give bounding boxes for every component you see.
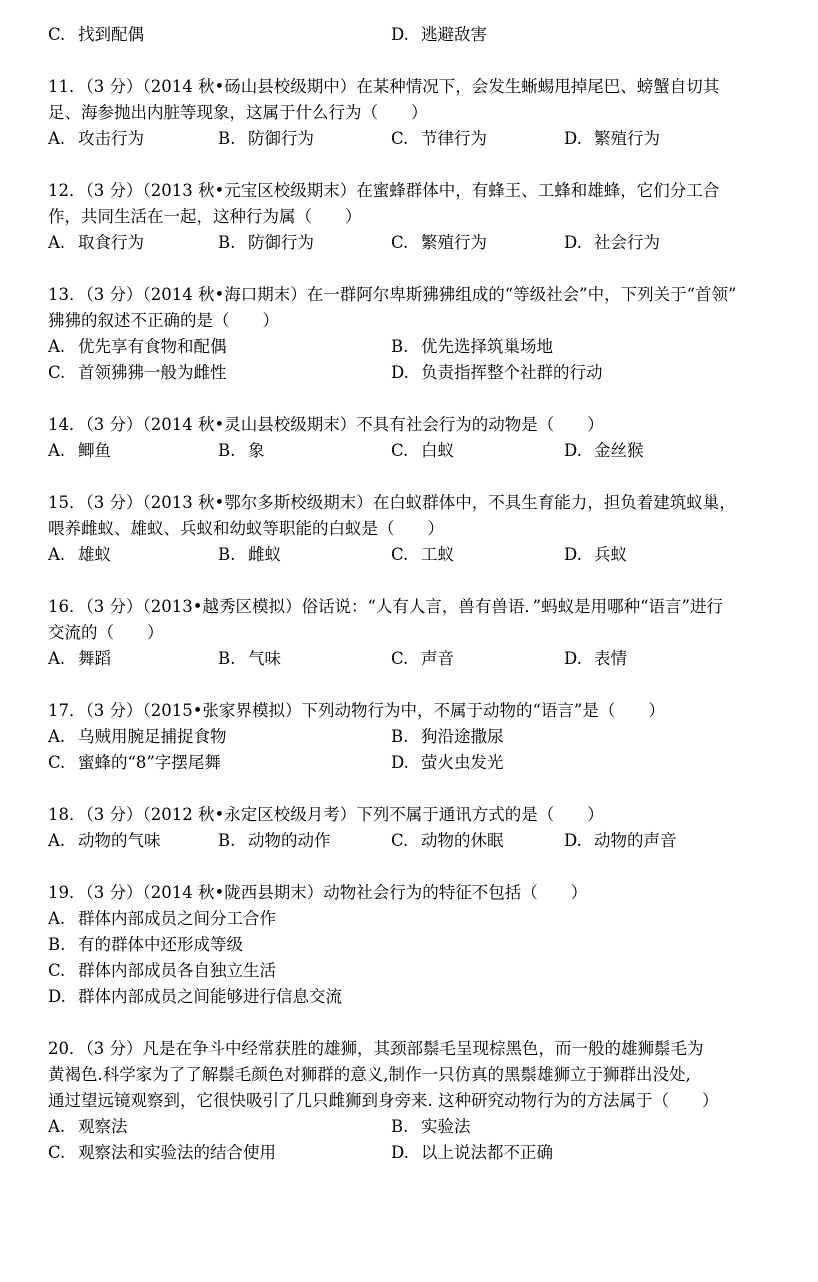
option-a bbox=[48, 126, 144, 152]
option-label: C. bbox=[391, 129, 409, 148]
option-label: B. bbox=[391, 1117, 409, 1136]
option-label: A. bbox=[48, 441, 66, 460]
options-row bbox=[48, 230, 768, 256]
question-stem-line: 狒狒的叙述不正确的是（ ） bbox=[48, 311, 279, 330]
option-b bbox=[391, 1114, 471, 1140]
option-label: C. bbox=[48, 363, 66, 382]
option-a bbox=[48, 230, 144, 256]
options-row bbox=[48, 906, 768, 932]
option-text: 动物的声音 bbox=[594, 831, 677, 850]
option-label: C. bbox=[48, 1143, 66, 1162]
options-row bbox=[48, 958, 768, 984]
option-text: 象 bbox=[248, 441, 265, 460]
option-label: D. bbox=[564, 129, 582, 148]
option-c bbox=[391, 542, 454, 568]
option-text: 繁殖行为 bbox=[421, 233, 487, 252]
option-label: D. bbox=[564, 831, 582, 850]
option-b bbox=[48, 932, 243, 958]
question-block bbox=[48, 698, 768, 776]
option-c bbox=[48, 360, 227, 386]
question-stem-line: 17．（3 分）（2015•张家界模拟）下列动物行为中，不属于动物的“语言”是（ ） bbox=[48, 701, 665, 720]
option-text: 有的群体中还形成等级 bbox=[78, 935, 243, 954]
option-label: D. bbox=[48, 987, 66, 1006]
option-text: 乌贼用腕足捕捉食物 bbox=[78, 727, 227, 746]
option-text: 动物的气味 bbox=[78, 831, 161, 850]
option-text: 观察法 bbox=[78, 1117, 128, 1136]
option-text: 鲫鱼 bbox=[78, 441, 111, 460]
options-row bbox=[48, 1114, 768, 1140]
option-label: B. bbox=[218, 233, 236, 252]
option-text: 气味 bbox=[248, 649, 281, 668]
option-a bbox=[48, 1114, 128, 1140]
question-block bbox=[48, 412, 768, 464]
option-label: A. bbox=[48, 1117, 66, 1136]
option-label: C. bbox=[391, 649, 409, 668]
question-stem-line: 足、海参抛出内脏等现象，这属于什么行为（ ） bbox=[48, 103, 428, 122]
option-text: 舞蹈 bbox=[78, 649, 111, 668]
question-block bbox=[48, 880, 768, 1010]
option-label: C. bbox=[48, 961, 66, 980]
options-row bbox=[48, 126, 768, 152]
option-label: C. bbox=[48, 25, 66, 44]
option-d bbox=[564, 230, 660, 256]
option-text: 萤火虫发光 bbox=[421, 753, 504, 772]
option-label: A. bbox=[48, 727, 66, 746]
option-label: D. bbox=[564, 545, 582, 564]
option-b bbox=[218, 438, 265, 464]
question-stem-line: 13．（3 分）（2014 秋•海口期末）在一群阿尔卑斯狒狒组成的“等级社会”中，下列关于“首领” bbox=[48, 285, 737, 304]
option-b bbox=[391, 334, 553, 360]
option-d bbox=[564, 828, 677, 854]
option-label: D. bbox=[564, 441, 582, 460]
question-stem-line: 12．（3 分）（2013 秋•元宝区校级期末）在蜜蜂群体中，有蜂王、工蜂和雄蜂，它们分工合 bbox=[48, 181, 720, 200]
option-label: D. bbox=[391, 25, 409, 44]
option-a bbox=[48, 438, 111, 464]
option-text: 优先选择筑巢场地 bbox=[421, 337, 553, 356]
option-a bbox=[48, 906, 276, 932]
option-text: 观察法和实验法的结合使用 bbox=[78, 1143, 276, 1162]
option-d bbox=[391, 360, 603, 386]
option-d bbox=[391, 22, 487, 48]
option-text: 工蚁 bbox=[421, 545, 454, 564]
carryover-options bbox=[48, 22, 768, 48]
question-stem-line: 16．（3 分）（2013•越秀区模拟）俗话说：“人有人言，兽有兽语．”蚂蚁是用哪种“语言”进行 bbox=[48, 597, 723, 616]
option-label: C. bbox=[391, 831, 409, 850]
option-b bbox=[391, 724, 504, 750]
option-d bbox=[564, 646, 627, 672]
question-stem-line: 11．（3 分）（2014 秋•砀山县校级期中）在某种情况下，会发生蜥蜴甩掉尾巴、螃蟹自切其 bbox=[48, 77, 720, 96]
option-text: 金丝猴 bbox=[594, 441, 644, 460]
option-label: B. bbox=[218, 831, 236, 850]
option-a bbox=[48, 646, 111, 672]
option-c bbox=[391, 438, 454, 464]
question-stem-line: 喂养雌蚁、雄蚁、兵蚁和幼蚁等职能的白蚁是（ ） bbox=[48, 519, 444, 538]
option-text: 防御行为 bbox=[248, 129, 314, 148]
option-d bbox=[564, 126, 660, 152]
option-text: 群体内部成员各自独立生活 bbox=[78, 961, 276, 980]
question-stem-line: 交流的（ ） bbox=[48, 623, 164, 642]
exam-page bbox=[48, 22, 768, 1166]
option-label: A. bbox=[48, 909, 66, 928]
option-label: B. bbox=[391, 727, 409, 746]
options-row bbox=[48, 932, 768, 958]
option-text: 优先享有食物和配偶 bbox=[78, 337, 227, 356]
option-text: 首领狒狒一般为雌性 bbox=[78, 363, 227, 382]
option-label: D. bbox=[564, 649, 582, 668]
option-b bbox=[218, 230, 314, 256]
option-label: B. bbox=[218, 441, 236, 460]
options-row bbox=[48, 542, 768, 568]
option-text: 群体内部成员之间能够进行信息交流 bbox=[78, 987, 342, 1006]
question-stem-line: 作，共同生活在一起，这种行为属（ ） bbox=[48, 207, 362, 226]
option-b bbox=[218, 126, 314, 152]
option-text: 节律行为 bbox=[421, 129, 487, 148]
option-text: 动物的休眠 bbox=[421, 831, 504, 850]
question-block bbox=[48, 802, 768, 854]
option-d bbox=[391, 750, 504, 776]
option-label: C. bbox=[48, 753, 66, 772]
question-stem-line: 通过望远镜观察到，它很快吸引了几只雌狮到身旁来. 这种研究动物行为的方法属于（ ） bbox=[48, 1091, 719, 1110]
option-d bbox=[48, 984, 342, 1010]
option-text: 蜜蜂的“8”字摆尾舞 bbox=[78, 753, 221, 772]
option-label: B. bbox=[218, 129, 236, 148]
options-row bbox=[48, 724, 768, 750]
option-label: C. bbox=[391, 233, 409, 252]
option-a bbox=[48, 334, 227, 360]
option-text: 兵蚁 bbox=[594, 545, 627, 564]
options-row bbox=[48, 646, 768, 672]
options-row bbox=[48, 1140, 768, 1166]
option-label: D. bbox=[391, 363, 409, 382]
option-label: B. bbox=[48, 935, 66, 954]
question-block bbox=[48, 282, 768, 386]
options-row bbox=[48, 360, 768, 386]
option-c bbox=[48, 750, 221, 776]
option-d bbox=[391, 1140, 553, 1166]
option-label: B. bbox=[391, 337, 409, 356]
question-block bbox=[48, 74, 768, 152]
option-text: 雌蚁 bbox=[248, 545, 281, 564]
option-b bbox=[218, 646, 281, 672]
option-text: 逃避敌害 bbox=[421, 25, 487, 44]
question-stem-line: 19．（3 分）（2014 秋•陇西县期末）动物社会行为的特征不包括（ ） bbox=[48, 883, 588, 902]
option-text: 狗沿途撒尿 bbox=[421, 727, 504, 746]
option-label: C. bbox=[391, 545, 409, 564]
option-c bbox=[391, 126, 487, 152]
option-label: A. bbox=[48, 649, 66, 668]
option-c bbox=[391, 646, 454, 672]
question-block bbox=[48, 594, 768, 672]
option-text: 白蚁 bbox=[421, 441, 454, 460]
option-a bbox=[48, 542, 111, 568]
option-c bbox=[391, 230, 487, 256]
question-block bbox=[48, 178, 768, 256]
option-label: A. bbox=[48, 233, 66, 252]
options-row bbox=[48, 984, 768, 1010]
options-row bbox=[48, 828, 768, 854]
option-label: A. bbox=[48, 545, 66, 564]
question-stem-line: 14．（3 分）（2014 秋•灵山县校级期末）不具有社会行为的动物是（ ） bbox=[48, 415, 604, 434]
question-block bbox=[48, 490, 768, 568]
option-text: 群体内部成员之间分工合作 bbox=[78, 909, 276, 928]
option-text: 攻击行为 bbox=[78, 129, 144, 148]
options-row bbox=[48, 438, 768, 464]
option-text: 防御行为 bbox=[248, 233, 314, 252]
option-text: 取食行为 bbox=[78, 233, 144, 252]
option-label: D. bbox=[564, 233, 582, 252]
option-b bbox=[218, 828, 331, 854]
options-row bbox=[48, 334, 768, 360]
option-text: 以上说法都不正确 bbox=[421, 1143, 553, 1162]
question-stem-line: 20．（3 分）凡是在争斗中经常获胜的雄狮，其颈部鬃毛呈现棕黑色，而一般的雄狮鬃毛为 bbox=[48, 1039, 704, 1058]
option-label: A. bbox=[48, 129, 66, 148]
option-a bbox=[48, 724, 227, 750]
option-text: 社会行为 bbox=[594, 233, 660, 252]
option-label: B. bbox=[218, 649, 236, 668]
option-a bbox=[48, 828, 161, 854]
question-stem-line: 18．（3 分）（2012 秋•永定区校级月考）下列不属于通讯方式的是（ ） bbox=[48, 805, 604, 824]
options-row bbox=[48, 750, 768, 776]
question-stem-line: 15．（3 分）（2013 秋•鄂尔多斯校级期末）在白蚁群体中，不具生育能力，担负着建筑蚁巢， bbox=[48, 493, 736, 512]
option-label: D. bbox=[391, 1143, 409, 1162]
option-text: 实验法 bbox=[421, 1117, 471, 1136]
question-list bbox=[48, 74, 768, 1166]
option-label: B. bbox=[218, 545, 236, 564]
option-text: 动物的动作 bbox=[248, 831, 331, 850]
option-text: 找到配偶 bbox=[78, 25, 144, 44]
option-c bbox=[48, 22, 144, 48]
option-text: 声音 bbox=[421, 649, 454, 668]
question-stem-line: 黄褐色.科学家为了了解鬃毛颜色对狮群的意义,制作一只仿真的黑鬃雄狮立于狮群出没处, bbox=[48, 1065, 691, 1084]
option-c bbox=[48, 958, 276, 984]
option-text: 繁殖行为 bbox=[594, 129, 660, 148]
option-b bbox=[218, 542, 281, 568]
option-label: C. bbox=[391, 441, 409, 460]
option-text: 雄蚁 bbox=[78, 545, 111, 564]
option-c bbox=[48, 1140, 276, 1166]
option-label: A. bbox=[48, 337, 66, 356]
option-d bbox=[564, 542, 627, 568]
option-label: A. bbox=[48, 831, 66, 850]
option-c bbox=[391, 828, 504, 854]
question-block bbox=[48, 1036, 768, 1166]
option-text: 负责指挥整个社群的行动 bbox=[421, 363, 603, 382]
option-label: D. bbox=[391, 753, 409, 772]
option-text: 表情 bbox=[594, 649, 627, 668]
option-d bbox=[564, 438, 644, 464]
